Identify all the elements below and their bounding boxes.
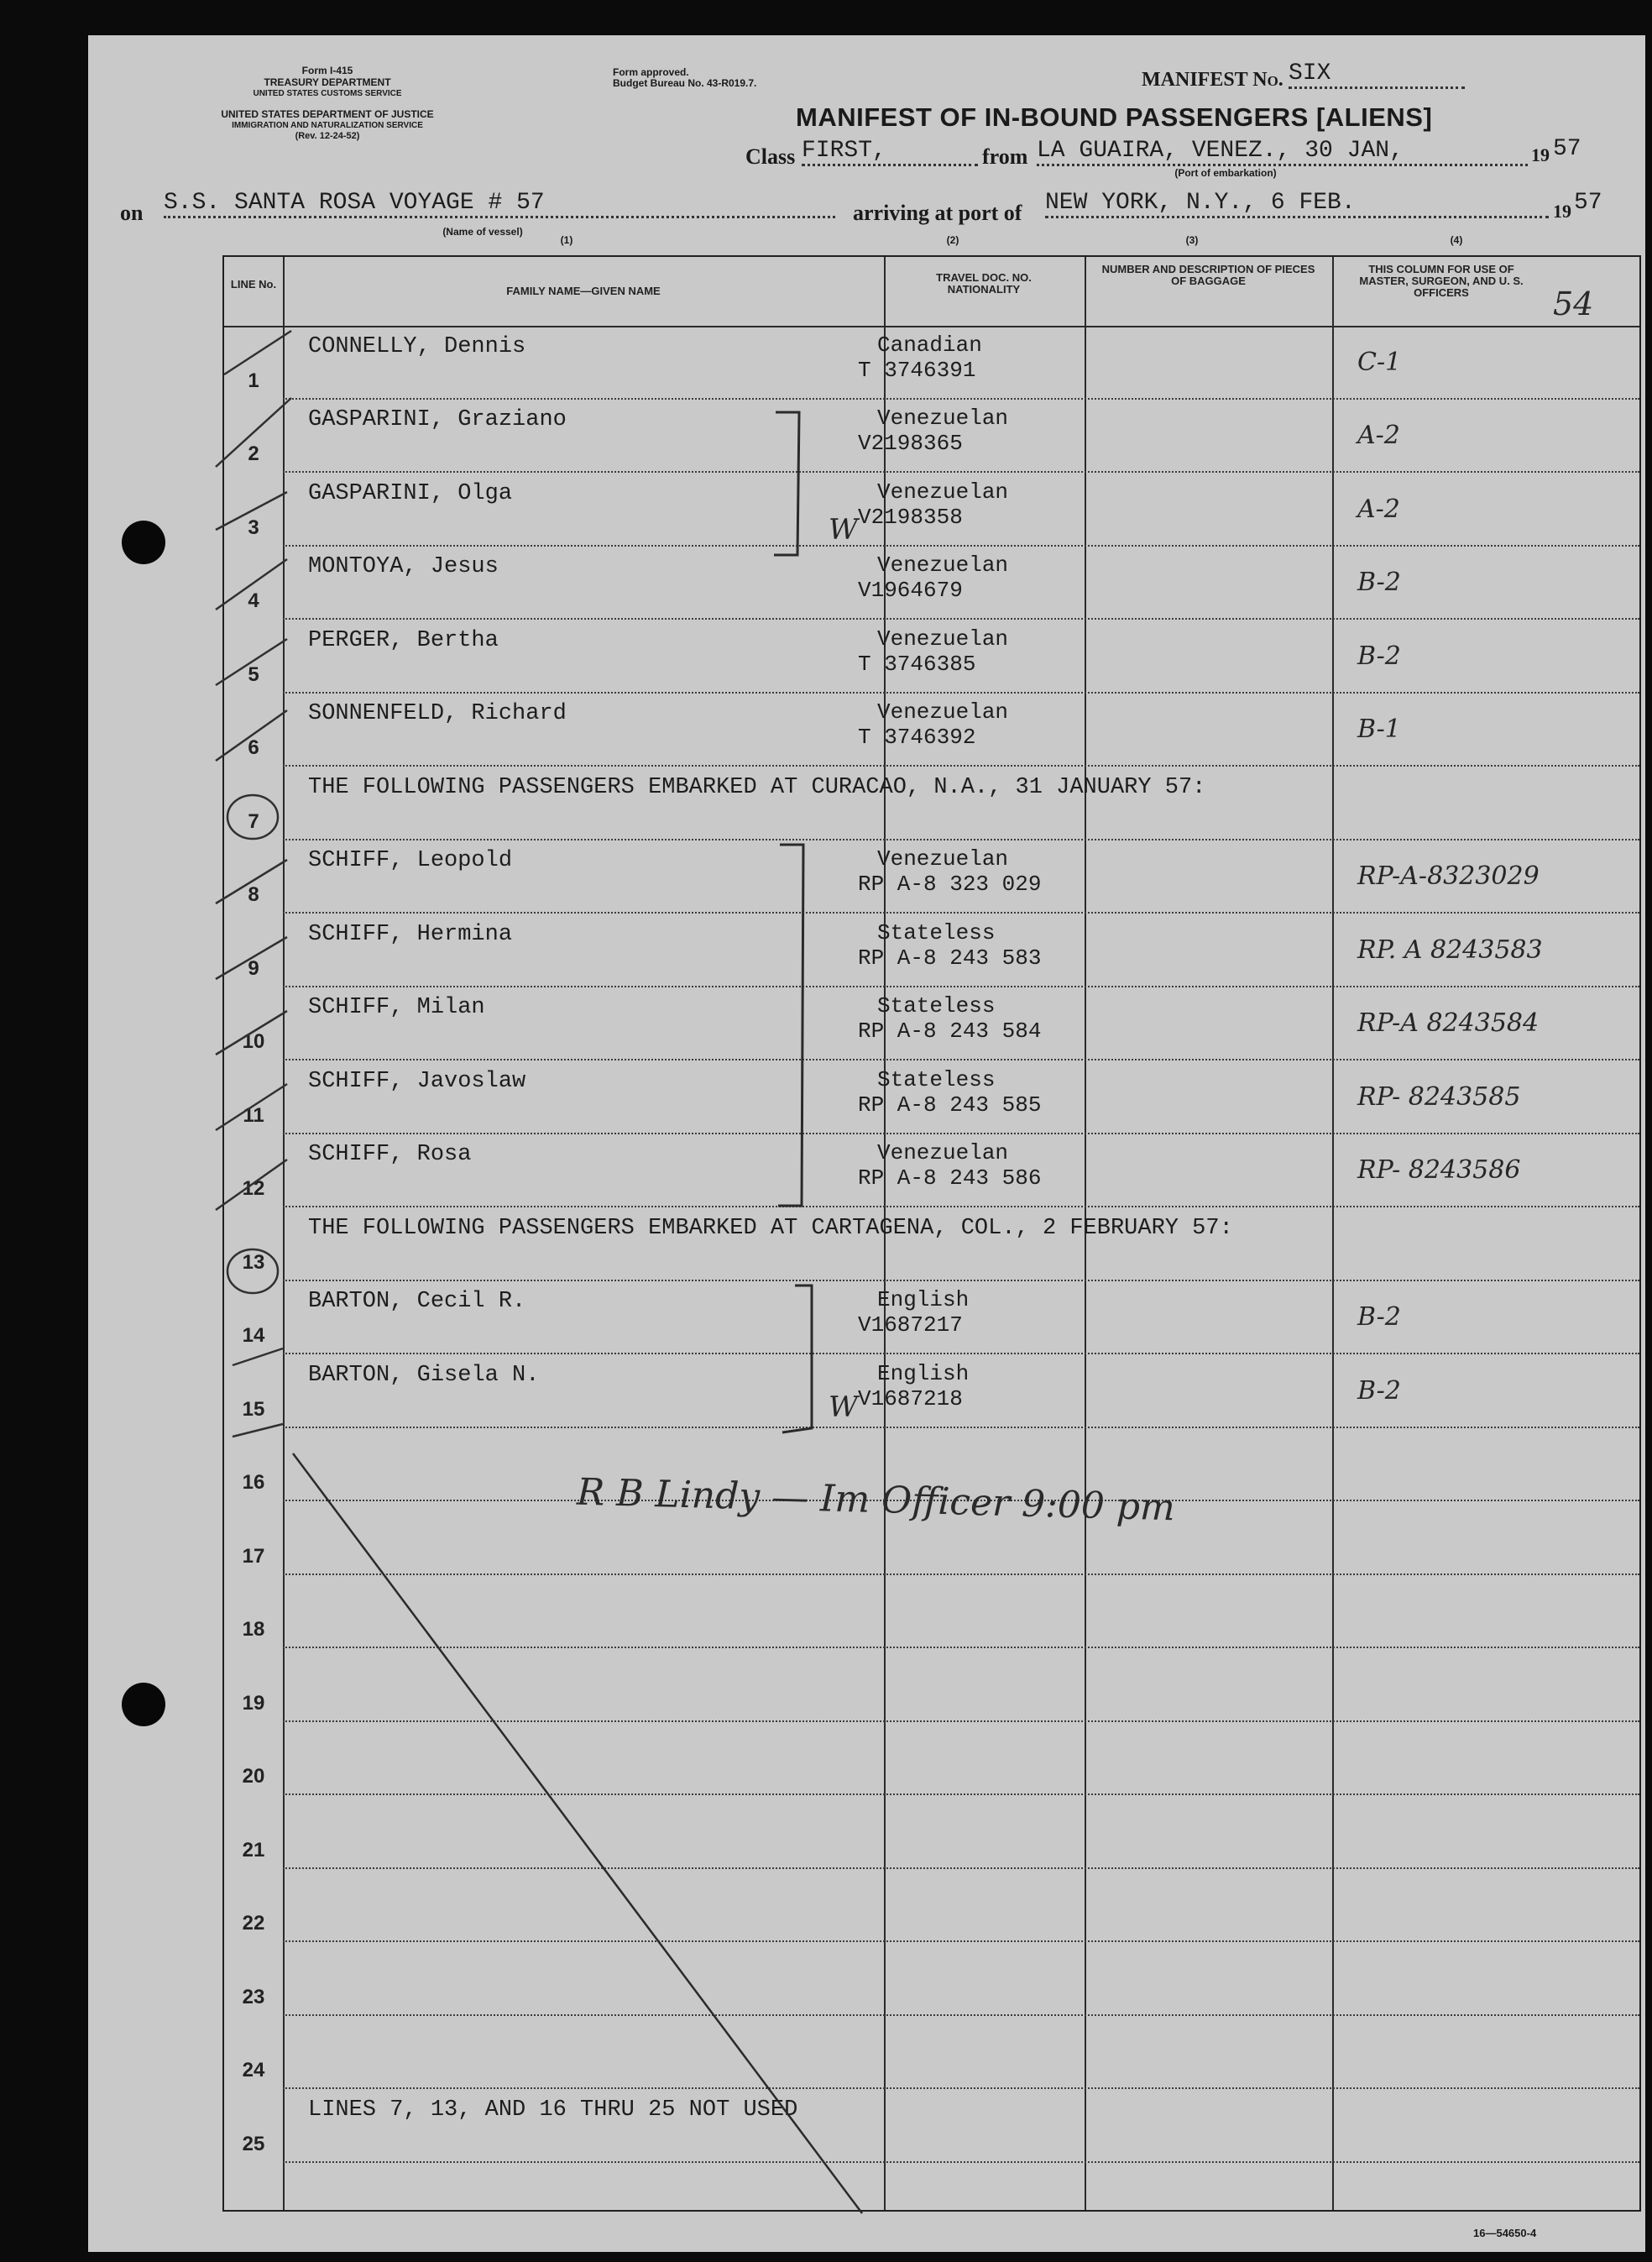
officer-mark: RP-A 8243584 xyxy=(1357,1008,1540,1038)
check-mark xyxy=(216,398,291,467)
manifest-sheet xyxy=(88,35,1645,2252)
passenger-name: GASPARINI, Graziano xyxy=(308,407,567,432)
budget-bureau: Budget Bureau No. 43-R019.7. xyxy=(613,77,757,89)
arriving-value: NEW YORK, N.Y., 6 FEB. xyxy=(1045,190,1549,218)
line-number: 24 xyxy=(242,2059,265,2081)
line-number: 18 xyxy=(242,1618,265,1641)
officer-mark: RP. A 8243583 xyxy=(1357,935,1543,965)
check-mark xyxy=(224,331,291,374)
cancel-diagonal xyxy=(293,1453,862,2213)
travel-doc-number: V2198358 xyxy=(858,504,963,530)
form-number: Form I-415 xyxy=(301,65,353,76)
check-mark xyxy=(233,1348,283,1365)
circle-mark xyxy=(227,795,278,839)
revision-date: (Rev. 12-24-52) xyxy=(295,131,360,141)
officer-mark: C-1 xyxy=(1357,347,1402,377)
bracket-mark xyxy=(778,845,803,1206)
from-year: 57 xyxy=(1553,136,1581,162)
line-number: 15 xyxy=(242,1397,265,1421)
officer-mark: RP- 8243585 xyxy=(1357,1081,1521,1112)
col-number-3: (3) xyxy=(1185,234,1199,246)
vessel-value: S.S. SANTA ROSA VOYAGE # 57 xyxy=(164,190,835,218)
line-number: 9 xyxy=(248,956,259,980)
bracket-initial: W xyxy=(829,513,858,547)
arriving-year: 57 xyxy=(1574,190,1602,216)
officer-mark: RP-A-8323029 xyxy=(1357,861,1540,891)
check-mark xyxy=(216,492,287,530)
travel-doc-number: V1687217 xyxy=(858,1312,963,1338)
circle-mark xyxy=(227,1249,278,1293)
officer-mark: A-2 xyxy=(1357,494,1400,524)
line-number: 4 xyxy=(248,589,259,612)
travel-doc-number: T 3746392 xyxy=(858,725,976,750)
nationality: Stateless xyxy=(877,1066,996,1092)
passenger-name: SCHIFF, Rosa xyxy=(308,1142,472,1167)
header-officers: THIS COLUMN FOR USE OF MASTER, SURGEON, AND U. S. OFFICERS xyxy=(1359,263,1524,299)
travel-doc-number: T 3746385 xyxy=(858,651,976,677)
travel-doc-number: V1687218 xyxy=(858,1385,963,1411)
line-number: 20 xyxy=(242,1765,265,1788)
passenger-table xyxy=(222,255,1641,2212)
travel-doc-number: RP A-8 243 586 xyxy=(858,1165,1042,1191)
check-mark xyxy=(216,639,287,685)
officer-mark: A-2 xyxy=(1357,421,1400,450)
check-mark xyxy=(216,1011,287,1055)
header-baggage: NUMBER AND DESCRIPTION OF PIECES OF BAGGAGE xyxy=(1101,263,1315,287)
from-label: from xyxy=(982,144,1028,169)
travel-doc-number: V1964679 xyxy=(858,578,963,603)
justice-dept: UNITED STATES DEPARTMENT OF JUSTICE xyxy=(221,108,434,120)
footer-code: 16—54650-4 xyxy=(1473,2227,1537,2239)
header-line-no: LINE No. xyxy=(230,278,277,291)
nationality: Venezuelan xyxy=(877,1140,1009,1165)
nationality: Stateless xyxy=(877,993,996,1018)
passenger-name: CONNELLY, Dennis xyxy=(308,333,526,359)
port-embarkation-label: (Port of embarkation) xyxy=(1174,167,1277,179)
travel-doc-number: RP A-8 323 029 xyxy=(858,872,1042,897)
line-number: 19 xyxy=(242,1691,265,1715)
officer-mark: B-2 xyxy=(1357,568,1401,597)
class-value: FIRST, xyxy=(802,138,978,166)
check-mark xyxy=(216,1160,287,1210)
header-name: FAMILY NAME—GIVEN NAME xyxy=(506,285,661,297)
manifest-no-value: SIX xyxy=(1289,60,1465,89)
arriving-label: arriving at port of xyxy=(853,201,1022,225)
nationality: Venezuelan xyxy=(877,626,1009,652)
line-number: 22 xyxy=(242,1912,265,1935)
officer-signature: R B Lindy — Im Officer 9:00 pm xyxy=(576,1470,1176,1530)
customs-service: UNITED STATES CUSTOMS SERVICE xyxy=(253,89,402,98)
handwritten-marks xyxy=(224,257,1643,2213)
line-number: 6 xyxy=(248,736,259,759)
page-number: 54 xyxy=(1553,285,1594,322)
officer-mark: B-1 xyxy=(1357,715,1401,744)
treasury-dept: TREASURY DEPARTMENT xyxy=(264,76,391,88)
nationality: Venezuelan xyxy=(877,406,1009,431)
bracket-initial: W xyxy=(829,1390,858,1424)
check-mark xyxy=(233,1424,283,1437)
nationality: Stateless xyxy=(877,919,996,945)
nationality: Venezuelan xyxy=(877,479,1009,505)
nationality: English xyxy=(877,1287,970,1312)
line-number: 2 xyxy=(248,442,259,465)
passenger-name: GASPARINI, Olga xyxy=(308,480,513,506)
line-number: 11 xyxy=(243,1103,264,1127)
punch-hole xyxy=(122,521,165,564)
arriving-year-prefix: 19 xyxy=(1553,201,1571,222)
bracket-mark xyxy=(774,412,799,555)
officer-mark: B-2 xyxy=(1357,641,1401,671)
travel-doc-number: T 3746391 xyxy=(858,357,976,383)
line-number: 17 xyxy=(242,1544,265,1568)
line-number: 25 xyxy=(242,2132,265,2155)
passenger-name: SCHIFF, Javoslaw xyxy=(308,1068,526,1094)
header-travel-doc: TRAVEL DOC. NO. NATIONALITY xyxy=(936,271,1032,296)
check-mark xyxy=(216,559,287,610)
line-number: 12 xyxy=(242,1177,265,1200)
nationality: Venezuelan xyxy=(877,552,1009,578)
line-number: 21 xyxy=(242,1838,265,1861)
nationality: Venezuelan xyxy=(877,699,1009,725)
punch-hole xyxy=(122,1683,165,1726)
nationality: Venezuelan xyxy=(877,846,1009,872)
class-label: Class xyxy=(745,144,796,169)
col-number-4: (4) xyxy=(1450,234,1463,246)
nationality: Canadian xyxy=(877,332,982,358)
from-year-prefix: 19 xyxy=(1531,144,1550,165)
passenger-name: LINES 7, 13, AND 16 THRU 25 NOT USED xyxy=(308,2097,798,2123)
line-number: 3 xyxy=(248,516,259,539)
line-number: 5 xyxy=(248,662,259,686)
travel-doc-number: V2198365 xyxy=(858,431,963,456)
on-label: on xyxy=(120,201,144,225)
line-number: 14 xyxy=(242,1324,265,1347)
check-mark xyxy=(216,860,287,903)
check-mark xyxy=(216,1084,287,1130)
passenger-name: MONTOYA, Jesus xyxy=(308,554,499,579)
col-number-2: (2) xyxy=(946,234,959,246)
travel-doc-number: RP A-8 243 583 xyxy=(858,945,1042,971)
passenger-name: BARTON, Cecil R. xyxy=(308,1289,526,1314)
line-number: 16 xyxy=(242,1471,265,1494)
manifest-title: MANIFEST OF IN-BOUND PASSENGERS [ALIENS] xyxy=(796,102,1433,132)
ins-service: IMMIGRATION AND NATURALIZATION SERVICE xyxy=(232,121,423,130)
travel-doc-number: RP A-8 243 584 xyxy=(858,1018,1042,1044)
passenger-name: SCHIFF, Milan xyxy=(308,995,485,1020)
officer-mark: B-2 xyxy=(1357,1375,1401,1406)
form-approved: Form approved. xyxy=(613,66,689,78)
col-number-1: (1) xyxy=(560,234,573,246)
nationality: English xyxy=(877,1360,970,1386)
passenger-name: THE FOLLOWING PASSENGERS EMBARKED AT CARTAGENA, COL., 2 FEBRUARY 57: xyxy=(308,1215,1233,1241)
check-mark xyxy=(216,937,287,979)
line-number: 23 xyxy=(242,1985,265,2008)
officer-mark: RP- 8243586 xyxy=(1357,1155,1521,1185)
line-number: 7 xyxy=(248,809,259,833)
passenger-name: SONNENFELD, Richard xyxy=(308,701,567,726)
line-number: 1 xyxy=(248,369,259,392)
passenger-name: SCHIFF, Hermina xyxy=(308,921,513,947)
passenger-name: THE FOLLOWING PASSENGERS EMBARKED AT CURACAO, N.A., 31 JANUARY 57: xyxy=(308,774,1206,800)
vessel-name-label: (Name of vessel) xyxy=(442,226,523,238)
passenger-name: BARTON, Gisela N. xyxy=(308,1362,540,1388)
passenger-name: SCHIFF, Leopold xyxy=(308,848,513,873)
check-mark xyxy=(216,710,287,761)
manifest-no-label: MANIFEST No. xyxy=(1142,69,1283,91)
passenger-name: PERGER, Bertha xyxy=(308,627,499,653)
line-number: 13 xyxy=(242,1250,265,1274)
travel-doc-number: RP A-8 243 585 xyxy=(858,1092,1042,1118)
officer-mark: B-2 xyxy=(1357,1302,1401,1332)
line-number: 8 xyxy=(248,883,259,906)
line-number: 10 xyxy=(242,1030,265,1053)
from-value: LA GUAIRA, VENEZ., 30 JAN, xyxy=(1037,138,1528,166)
bracket-mark xyxy=(782,1285,812,1432)
